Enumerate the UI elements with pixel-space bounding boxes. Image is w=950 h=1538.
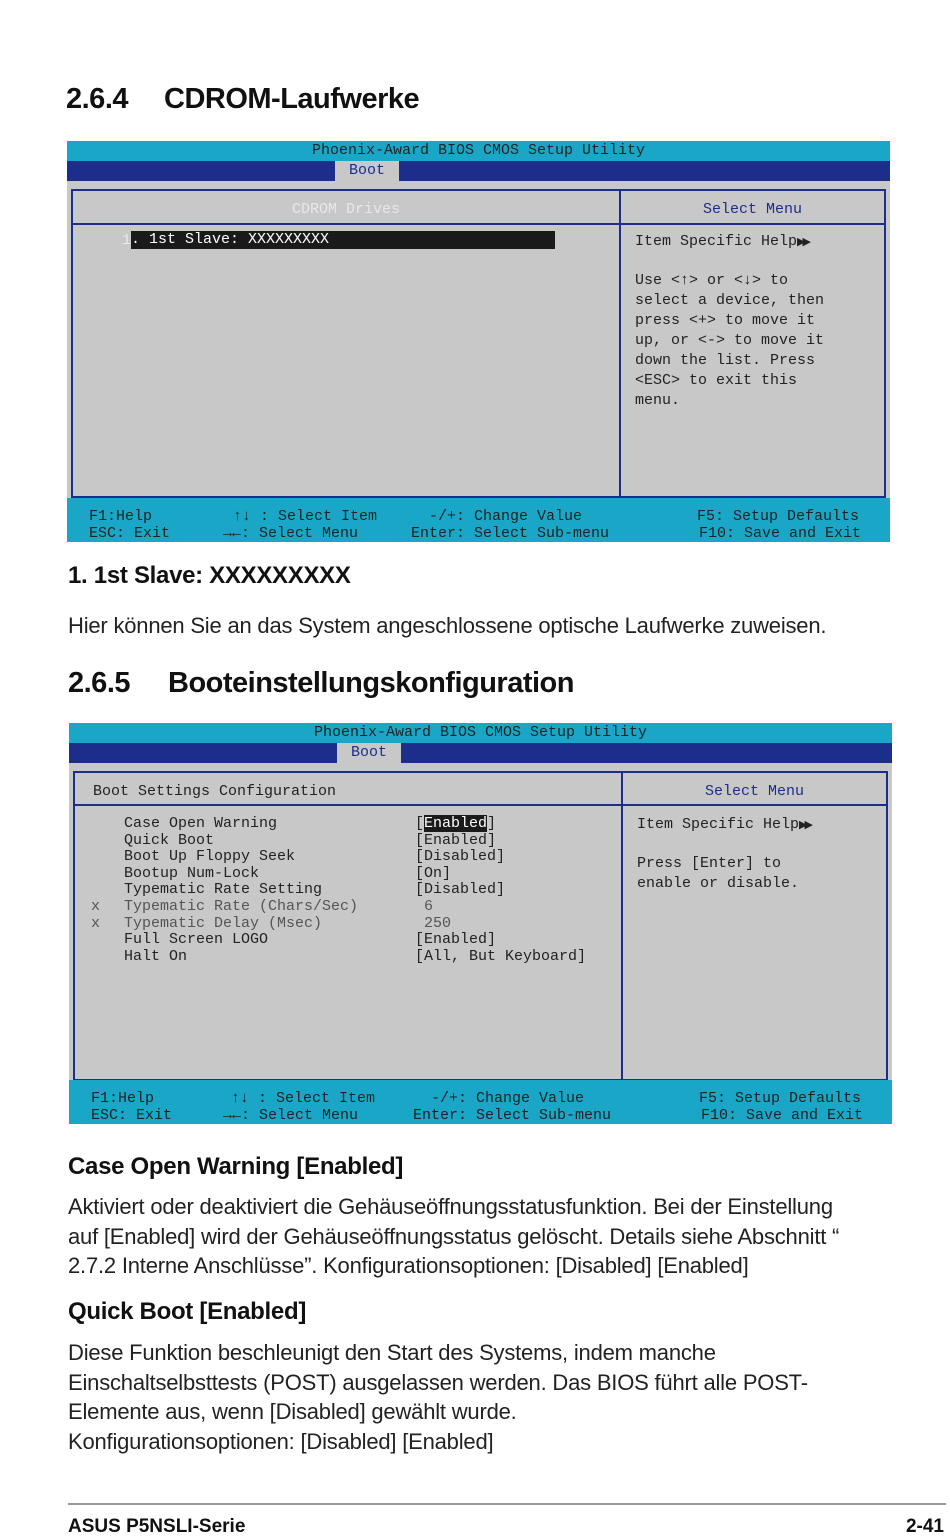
bios-screen-boot-settings — [69, 723, 892, 1124]
select-menu-header: Select Menu — [704, 783, 805, 800]
key-change-value: -/+: Change Value — [429, 508, 583, 525]
setting-value[interactable]: [Disabled] — [415, 848, 506, 866]
key-enter-submenu: Enter: Select Sub-menu — [411, 525, 610, 542]
cdrom-drives-header: CDROM Drives — [291, 201, 401, 218]
key-esc-exit: ESC: Exit — [89, 525, 171, 542]
setting-mark: x — [91, 914, 101, 932]
key-f10-save-exit: F10: Save and Exit — [699, 525, 862, 542]
bios-screen-cdrom — [67, 141, 890, 542]
key-esc-exit: ESC: Exit — [91, 1107, 173, 1124]
key-f5-defaults: F5: Setup Defaults — [699, 1090, 862, 1107]
double-arrow-icon: ▶▶ — [799, 820, 810, 832]
subheading-1st-slave: 1. 1st Slave: XXXXXXXXX — [68, 562, 351, 589]
heading-case-open-warning: Case Open Warning [Enabled] — [68, 1153, 404, 1180]
setting-label: Quick Boot — [124, 831, 215, 849]
tab-boot[interactable]: Boot — [337, 743, 401, 763]
key-change-value: -/+: Change Value — [431, 1090, 585, 1107]
setting-value-selected[interactable]: [Enabled] — [415, 815, 497, 832]
section-heading-2-6-4: 2.6.4 CDROM-Laufwerke — [66, 83, 420, 115]
setting-label: Typematic Rate Setting — [124, 881, 323, 899]
setting-value[interactable]: [Enabled] — [415, 931, 497, 949]
setting-label: Typematic Delay (Msec) — [124, 914, 323, 932]
paragraph-case-open: Aktiviert oder deaktiviert die Gehäuseöffnungsstatusfunktion. Bei der Einstellung auf [Enabled] wird der Gehäuseöffnungsstatus gelöscht. Details siehe Abschnitt “ 2.7.2 Interne Anschlüsse”. Konfigurationsoptionen: [Disabled] [Enabled] — [68, 1194, 840, 1278]
footer-page-number: 2-41 — [905, 1516, 944, 1537]
key-select-item: ↑↓ : Select Item — [233, 508, 378, 525]
setting-value: 6 — [415, 898, 434, 915]
setting-mark: x — [91, 898, 101, 915]
paragraph-cdrom: Hier können Sie an das System angeschlossene optische Laufwerke zuweisen. — [68, 613, 827, 638]
key-f1-help: F1:Help — [89, 508, 153, 525]
bios-title: Phoenix-Award BIOS CMOS Setup Utility — [67, 141, 890, 161]
setting-value[interactable]: [All, But Keyboard] — [415, 947, 587, 965]
double-arrow-icon: ▶▶ — [797, 237, 808, 249]
bios-menubar — [67, 161, 890, 181]
paragraph-quick-boot: Diese Funktion beschleunigt den Start des Systems, indem manche Einschaltselbsttests (POST) ausgelassen werden. Das BIOS führt alle POST- Elemente aus, wenn [Disabled] gewählt wurde. Konfigurationsoptionen: [Disabled] [Enabled] — [68, 1340, 808, 1454]
bios-menubar — [69, 743, 892, 763]
setting-label: Halt On — [124, 947, 188, 965]
key-f1-help: F1:Help — [91, 1090, 155, 1107]
setting-value[interactable]: [Disabled] — [415, 881, 506, 899]
bios-title: Phoenix-Award BIOS CMOS Setup Utility — [69, 723, 892, 743]
setting-label: Bootup Num-Lock — [124, 864, 260, 882]
key-select-menu: →←: Select Menu — [223, 1107, 359, 1124]
heading-quick-boot: Quick Boot [Enabled] — [68, 1298, 307, 1325]
tab-boot[interactable]: Boot — [335, 161, 399, 181]
setting-label: Boot Up Floppy Seek — [124, 848, 296, 866]
key-f5-defaults: F5: Setup Defaults — [697, 508, 860, 525]
select-menu-header: Select Menu — [702, 201, 803, 218]
footer-rule — [68, 1503, 946, 1505]
key-enter-submenu: Enter: Select Sub-menu — [413, 1107, 612, 1124]
footer-product: ASUS P5NSLI-Serie — [68, 1516, 246, 1537]
help-text: Press [Enter] to enable or disable. — [637, 855, 800, 892]
setting-value[interactable]: [On] — [415, 864, 452, 882]
setting-value[interactable]: [Enabled] — [415, 831, 497, 849]
setting-label: Full Screen LOGO — [124, 931, 269, 949]
key-f10-save-exit: F10: Save and Exit — [701, 1107, 864, 1124]
section-heading-2-6-5: 2.6.5 Booteinstellungskonfiguration — [68, 667, 574, 699]
item-specific-help-title: Item Specific Help▶▶ — [637, 816, 810, 833]
key-select-item: ↑↓ : Select Item — [231, 1090, 376, 1107]
item-specific-help-title: Item Specific Help▶▶ — [635, 233, 808, 250]
boot-settings-header: Boot Settings Configuration — [93, 783, 337, 800]
help-text: Use <↑> or <↓> to select a device, then press <+> to move it up, or <-> to move it down the list. Press <ESC> to exit this menu. — [635, 272, 825, 409]
setting-value: 250 — [415, 914, 452, 932]
cdrom-item-1st-slave[interactable]: . 1st Slave: XXXXXXXXX — [131, 231, 555, 249]
setting-label: Case Open Warning — [124, 815, 278, 832]
item-number: 1 — [122, 232, 132, 249]
setting-label: Typematic Rate (Chars/Sec) — [124, 898, 359, 915]
key-select-menu: →←: Select Menu — [223, 525, 359, 542]
